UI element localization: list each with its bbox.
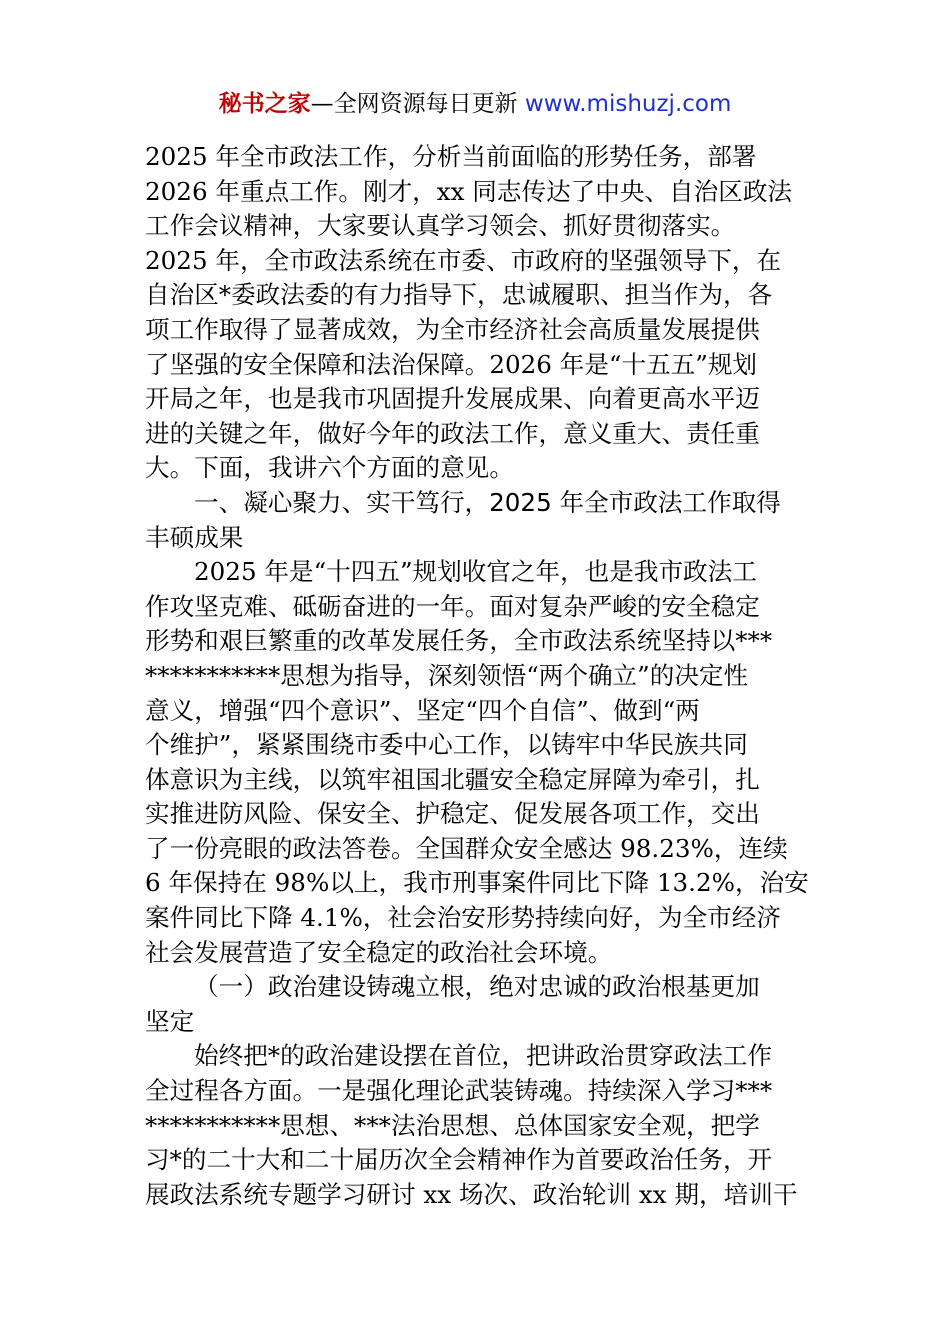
site-tagline: —全网资源每日更新: [310, 91, 525, 117]
text-line: 意义，增强“四个意识”、坚定“四个自信”、做到“两: [145, 695, 700, 725]
text-line: 形势和艰巨繁重的改革发展任务，全市政法系统坚持以***: [145, 626, 773, 656]
text-line: 作攻坚克难、砥砺奋进的一年。面对复杂严峻的安全稳定: [145, 591, 760, 621]
document-body: [145, 140, 810, 1212]
text-line: 6 年保持在 98%以上，我市刑事案件同比下降 13.2%，治安: [145, 868, 809, 898]
section-heading-1-cont: 丰硕成果: [145, 522, 244, 552]
text-line: ***********思想、***法治思想、总体国家安全观，把学: [145, 1110, 760, 1140]
site-header: [0, 86, 950, 122]
text-line: 全过程各方面。一是强化理论武装铸魂。持续深入学习***: [145, 1076, 773, 1106]
text-line: 2026 年重点工作。刚才，xx 同志传达了中央、自治区政法: [145, 176, 793, 206]
section-heading-1: 一、凝心聚力、实干笃行，2025 年全市政法工作取得: [194, 487, 781, 517]
text-line: 习*的二十大和二十届历次全会精神作为首要政治任务，开: [145, 1145, 773, 1175]
text-line: 始终把*的政治建设摆在首位，把讲政治贯穿政法工作: [194, 1041, 772, 1071]
text-line: 自治区*委政法委的有力指导下，忠诚履职、担当作为，各: [145, 280, 773, 310]
text-line: 项工作取得了显著成效，为全市经济社会高质量发展提供: [145, 314, 760, 344]
text-line: 案件同比下降 4.1%，社会治安形势持续向好，为全市经济: [145, 903, 781, 933]
text-line: 大。下面，我讲六个方面的意见。: [145, 453, 514, 483]
text-line: 了一份亮眼的政法答卷。全国群众安全感达 98.23%，连续: [145, 833, 788, 863]
text-line: ***********思想为指导，深刻领悟“两个确立”的决定性: [145, 660, 749, 690]
text-line: 2025 年全市政法工作，分析当前面临的形势任务，部署: [145, 142, 757, 171]
text-line: 2025 年，全市政法系统在市委、市政府的坚强领导下，在: [145, 245, 782, 275]
text-line: 实推进防风险、保安全、护稳定、促发展各项工作，交出: [145, 799, 760, 829]
text-line: 个维护”，紧紧围绕市委中心工作，以铸牢中华民族共同: [145, 730, 748, 760]
text-line: 开局之年，也是我市巩固提升发展成果、向着更高水平迈: [145, 384, 760, 414]
site-url-link[interactable]: www.mishuzj.com: [524, 91, 732, 117]
site-brand: 秘书之家: [218, 91, 311, 117]
text-line: 了坚强的安全保障和法治保障。2026 年是“十五五”规划: [145, 349, 758, 379]
text-line: 工作会议精神，大家要认真学习领会、抓好贯彻落实。: [145, 211, 736, 241]
text-line: 体意识为主线，以筑牢祖国北疆安全稳定屏障为牵引，扎: [145, 764, 760, 794]
text-line: 进的关键之年，做好今年的政法工作，意义重大、责任重: [145, 418, 760, 448]
text-line: 2025 年是“十四五”规划收官之年，也是我市政法工: [194, 557, 757, 587]
text-line: 社会发展营造了安全稳定的政治社会环境。: [145, 937, 613, 967]
subsection-heading-1-cont: 坚定: [145, 1006, 195, 1036]
text-line: 展政法系统专题学习研讨 xx 场次、政治轮训 xx 期，培训干: [145, 1179, 798, 1209]
subsection-heading-1: （一）政治建设铸魂立根，绝对忠诚的政治根基更加: [194, 972, 760, 1002]
